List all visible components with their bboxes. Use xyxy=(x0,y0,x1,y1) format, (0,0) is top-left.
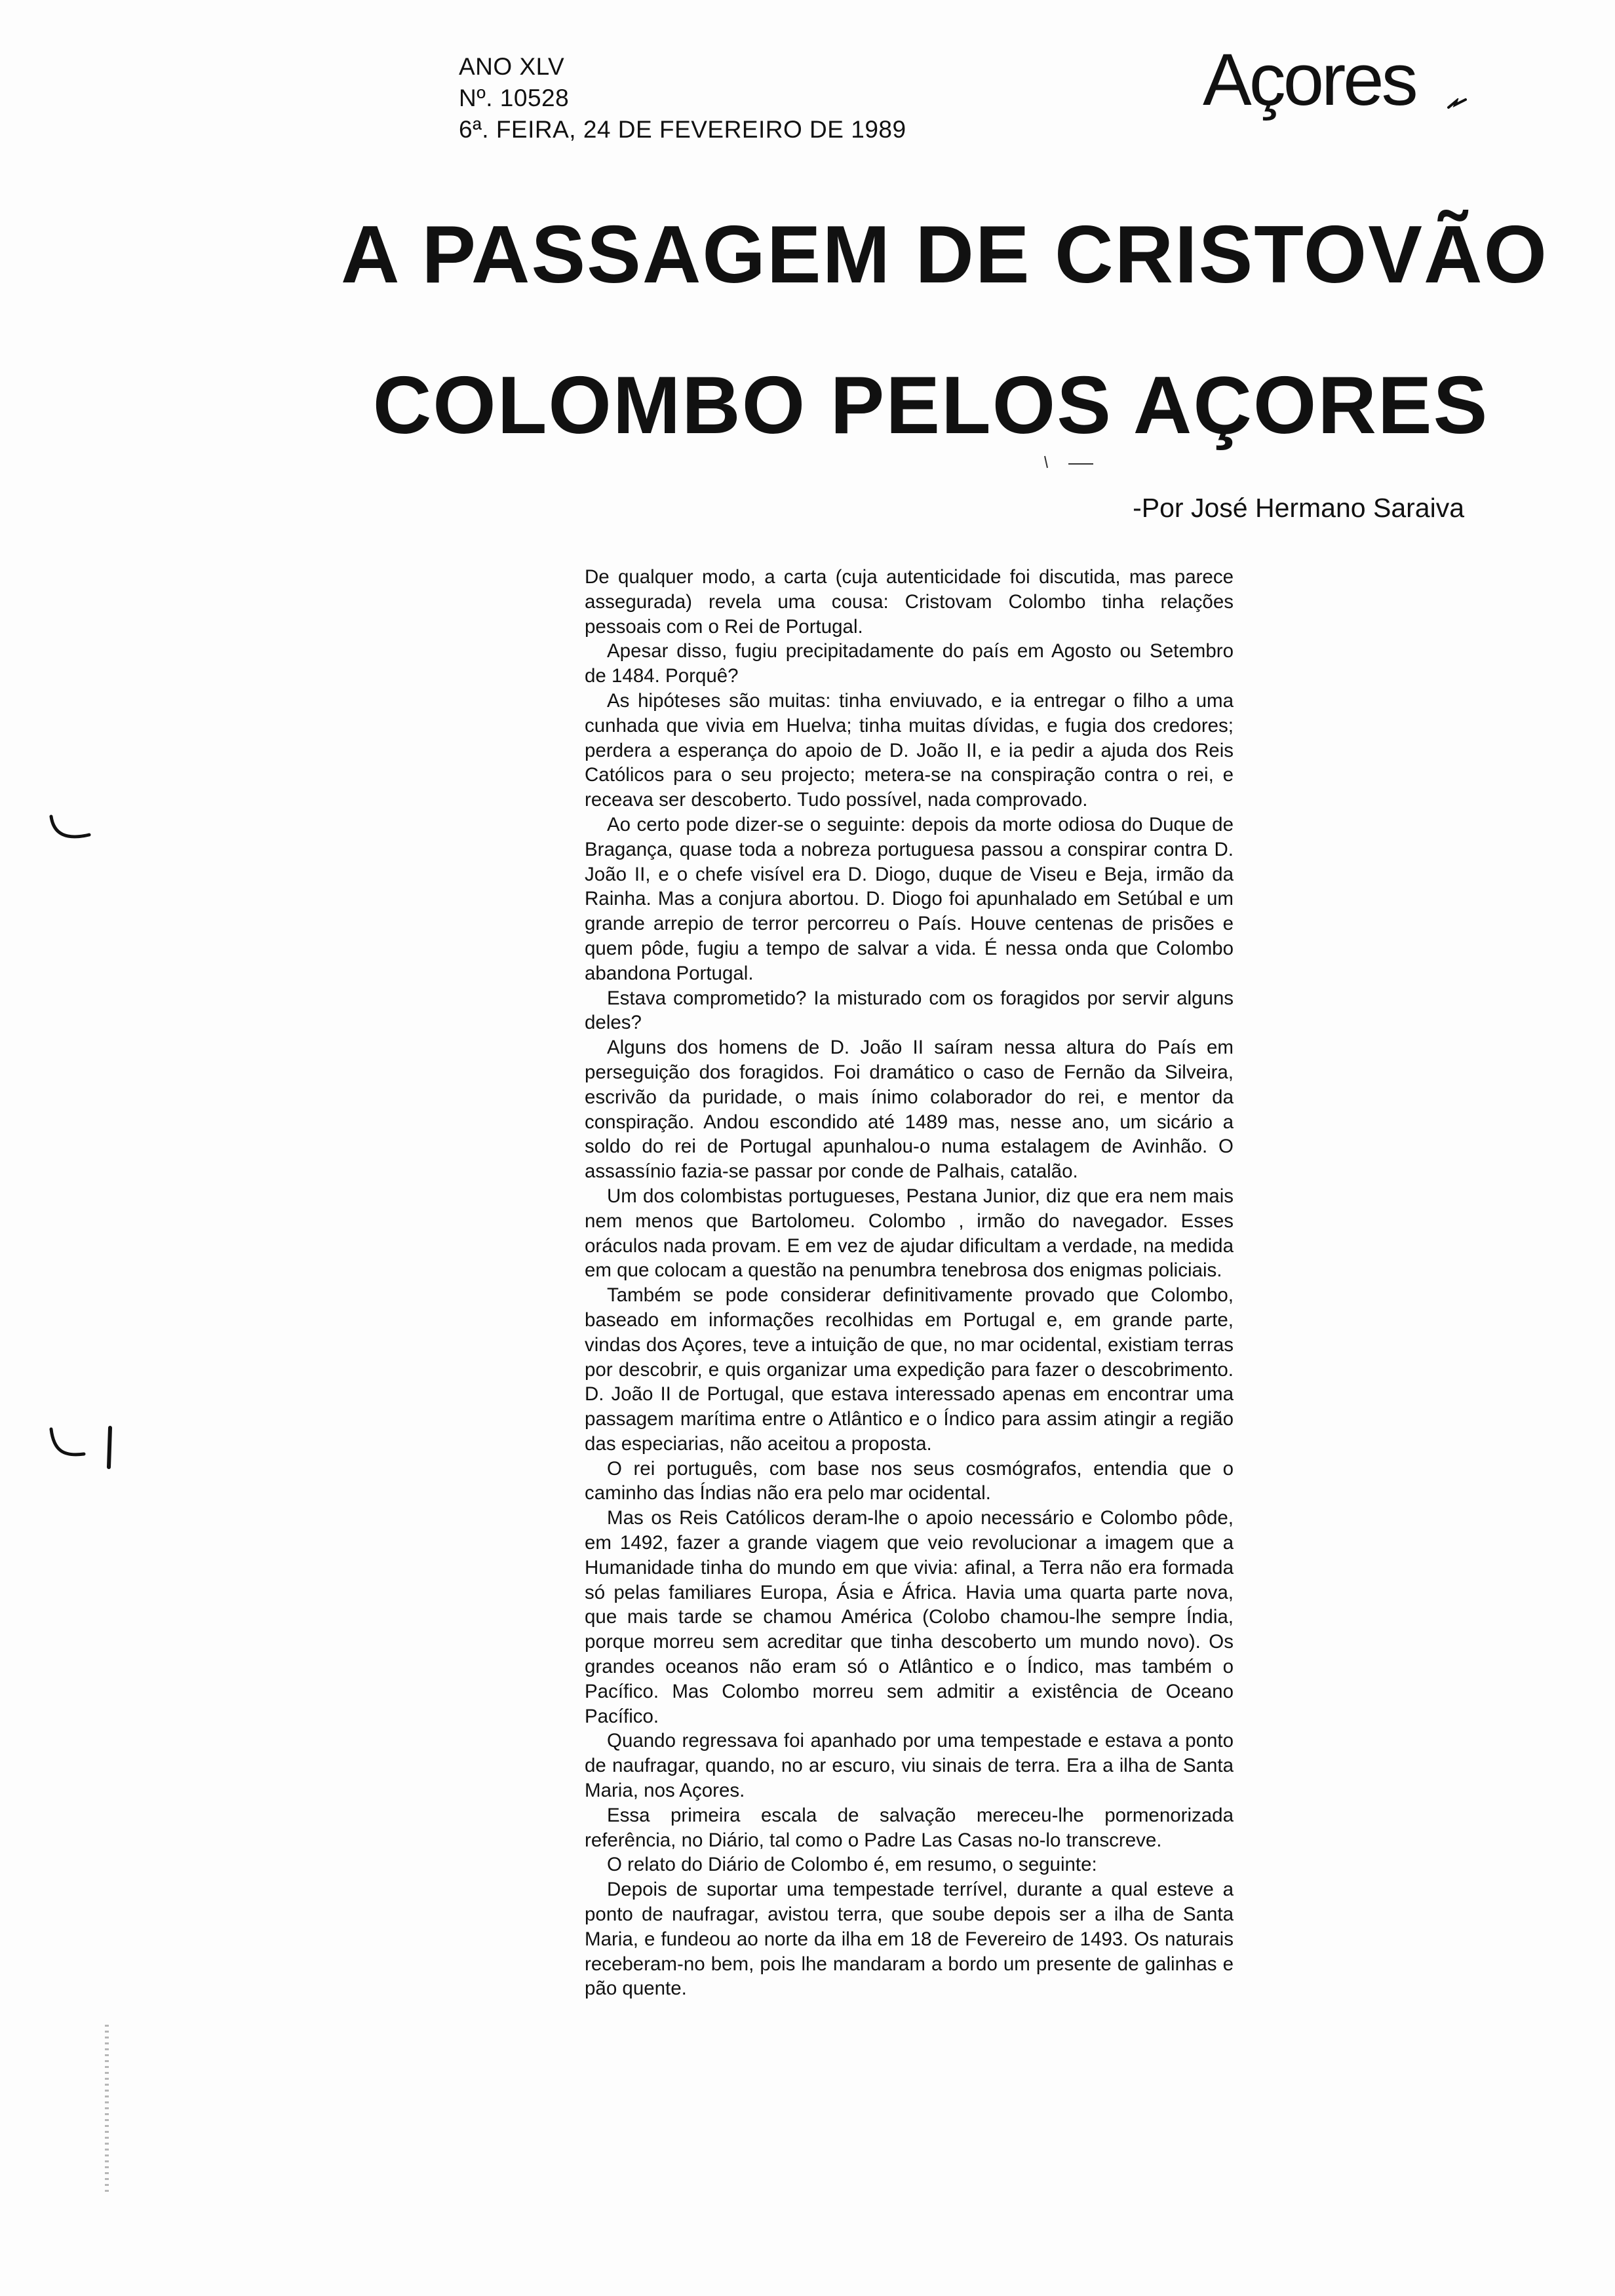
paragraph: As hipóteses são muitas: tinha enviuvado, e ia entregar o filho a uma cunhada que vivia em Huelva; tinha muitas dívidas, e fugia dos credores; perdera a esperança do apoio de D. João II, e ia pedir a ajuda dos Reis Católicos para o seu projecto; metera-se na conspiração contra o rei, e receava ser descoberto. Tudo possível, nada comprovado. xyxy=(585,689,1234,811)
margin-hook-mark-icon xyxy=(47,813,93,845)
issue-date: 6ª. FEIRA, 24 DE FEVEREIRO DE 1989 xyxy=(459,116,906,143)
paragraph: O relato do Diário de Colombo é, em resumo, o seguinte: xyxy=(607,1854,1097,1876)
article-body xyxy=(585,565,1234,2001)
issue-info xyxy=(459,51,906,145)
newspaper-name: Açores xyxy=(1203,39,1416,121)
year-line: ANO XLV xyxy=(459,53,565,80)
paragraph: Mas os Reis Católicos deram-lhe o apoio necessário e Colombo pôde, em 1492, fazer a grande viagem que veio revolucionar a imagem que a Humanidade tinha do mundo em que vivia: afinal, a Terra não era formada só pelas familiares Europa, Ásia e África. Havia uma quarta parte nova, que mais tarde se chamou América (Colobo chamou-lhe sempre Índia, porque morreu sem acreditar que tinha descoberto um mundo novo). Os grandes oceanos não eram só o Atlântico e o Índico, mas também o Pacífico. Mas Colombo morreu sem admitir a existência de Oceano Pacífico. xyxy=(585,1507,1234,1727)
paragraph: O rei português, com base nos seus cosmógrafos, entendia que o caminho das Índias não era pelo mar ocidental. xyxy=(585,1457,1234,1504)
paragraph: Depois de suportar uma tempestade terrível, durante a qual esteve a ponto de naufragar, avistou terra, que soube depois ser a ilha de Santa Maria, e fundeou ao norte da ilha em 18 de Fevereiro de 1493. Os naturais receberam-no bem, pois lhe mandaram a bordo um presente de galinhas e pão quente. xyxy=(585,1879,1234,2000)
headline-line-1: A PASSAGEM DE CRISTOVÃO xyxy=(341,210,1548,300)
paragraph: Essa primeira escala de salvação mereceu-lhe pormenorizada referência, no Diário, tal como o Padre Las Casas no-lo transcreve. xyxy=(585,1804,1234,1851)
paragraph: Apesar disso, fugiu precipitadamente do país em Agosto ou Setembro de 1484. Porquê? xyxy=(585,640,1234,687)
pen-mark-icon xyxy=(1447,98,1467,110)
paragraph: Um dos colombistas portugueses, Pestana Junior, diz que era nem mais nem menos que Bartolomeu. Colombo , irmão do navegador. Esses oráculos nada provam. E em vez de ajudar dificultam a verdade, na medida em que colocam a questão na penumbra tenebrosa dos enigmas policiais. xyxy=(585,1185,1234,1282)
headline-line-2: COLOMBO PELOS AÇORES xyxy=(372,360,1489,451)
paragraph: Ao certo pode dizer-se o seguinte: depois da morte odiosa do Duque de Bragança, quase toda a nobreza portuguesa passou a conspirar contra D. João II, e o chefe visível era D. Diogo, duque de Viseu e Beja, irmão da Rainha. Mas a conjura abortou. D. Diogo foi apunhalado em Setúbal e um grande arrepio de terror percorreu o País. Houve centenas de prisões e quem pôde, fugiu a tempo de salvar a vida. É nessa onda que Colombo abandona Portugal. xyxy=(585,813,1234,984)
paragraph: De qualquer modo, a carta (cuja autenticidade foi discutida, mas parece assegurada) revela uma cousa: Cristovam Colombo tinha relações pessoais com o Rei de Portugal. xyxy=(585,566,1234,638)
byline: -Por José Hermano Saraiva xyxy=(1133,493,1464,523)
paragraph: Alguns dos homens de D. João II saíram nessa altura do País em perseguição dos foragidos. Foi dramático o caso de Fernão da Silveira, escrivão da puridade, o mais ínimo colaborador do rei, e mentor da conspiração. Andou escondido até 1489 mas, nesse ano, um sicário a soldo do rei de Portugal apunhalou-o numa estalagem de Avinhão. O assassínio fazia-se passar por conde de Palhais, catalão. xyxy=(585,1037,1234,1183)
underline-mark-icon xyxy=(1042,452,1095,472)
paragraph: Quando regressava foi apanhado por uma tempestade e estava a ponto de naufragar, quando, no ar escuro, viu sinais de terra. Era a ilha de Santa Maria, nos Açores. xyxy=(585,1730,1234,1802)
paragraph: Estava comprometido? Ia misturado com os foragidos por servir alguns deles? xyxy=(585,987,1234,1034)
paragraph: Também se pode considerar definitivamente provado que Colombo, baseado em informações recolhidas em Portugal e, em grande parte, vindas dos Açores, teve a intuição de que, no mar ocidental, existiam terras por descobrir, e quis organizar uma expedição para fazer o descobrimento. D. João II de Portugal, que estava interessado apenas em encontrar uma passagem marítima entre o Atlântico e o Índico para assim atingir a região das especiarias, não aceitou a proposta. xyxy=(585,1284,1234,1455)
issue-number: Nº. 10528 xyxy=(459,85,570,111)
scan-artifact xyxy=(105,2025,109,2195)
margin-bracket-mark-icon xyxy=(47,1425,119,1471)
